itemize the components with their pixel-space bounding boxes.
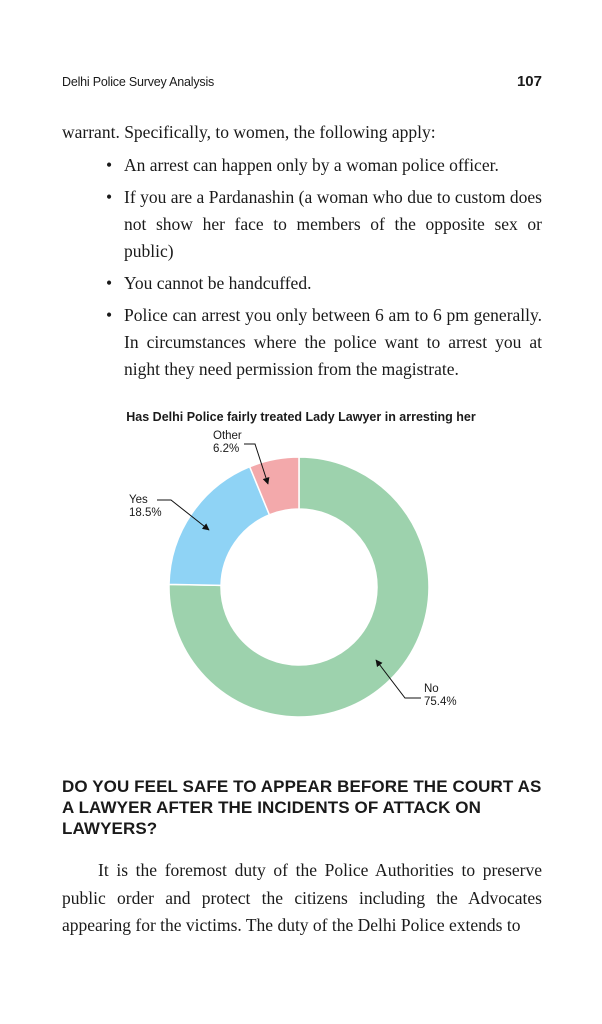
donut-slice-yes (169, 467, 269, 586)
bullet-text: Police can arrest you only between 6 am to 6 pm generally. In circumstances where the police want to arrest you at night they need permission from the magistrate. (124, 305, 542, 379)
slice-label-no: No (424, 683, 439, 695)
list-item (62, 152, 542, 179)
bullet-text: You cannot be handcuffed. (124, 273, 312, 293)
bullet-text: An arrest can happen only by a woman police officer. (124, 155, 499, 175)
intro-paragraph: warrant. Specifically, to women, the following apply: (62, 122, 436, 142)
list-item (62, 270, 542, 297)
list-item (62, 184, 542, 265)
running-title: Delhi Police Survey Analysis (62, 75, 215, 89)
page-number: 107 (516, 73, 542, 90)
bullet-text: If you are a Pardanashin (a woman who due to custom does not show her face to members of the opposite sex or public) (124, 187, 542, 261)
slice-label-yes: Yes (129, 494, 148, 506)
bullet-list (62, 152, 542, 388)
slice-value-yes: 18.5% (129, 507, 162, 519)
chart-canvas (0, 400, 602, 730)
running-header (62, 73, 542, 91)
bullet-marker: • (106, 187, 113, 207)
slice-value-no: 75.4% (424, 696, 457, 708)
closing-paragraph: It is the foremost duty of the Police Authorities to preserve public order and protect the citizens including the Advocates appearing for the victims. The duty of the Delhi Police extends to (62, 860, 542, 935)
slice-value-other: 6.2% (213, 443, 240, 455)
bullet-marker: • (106, 155, 113, 175)
section-heading: DO YOU FEEL SAFE TO APPEAR BEFORE THE COURT AS A LAWYER AFTER THE INCIDENTS OF ATTACK ON LAWYERS? (62, 777, 542, 838)
slice-label-other: Other (213, 430, 242, 442)
donut-chart (0, 400, 602, 730)
bullet-marker: • (106, 273, 113, 293)
list-item (62, 302, 542, 383)
chart-title: Has Delhi Police fairly treated Lady Lawyer in arresting her (126, 410, 476, 424)
bullet-marker: • (106, 305, 113, 325)
